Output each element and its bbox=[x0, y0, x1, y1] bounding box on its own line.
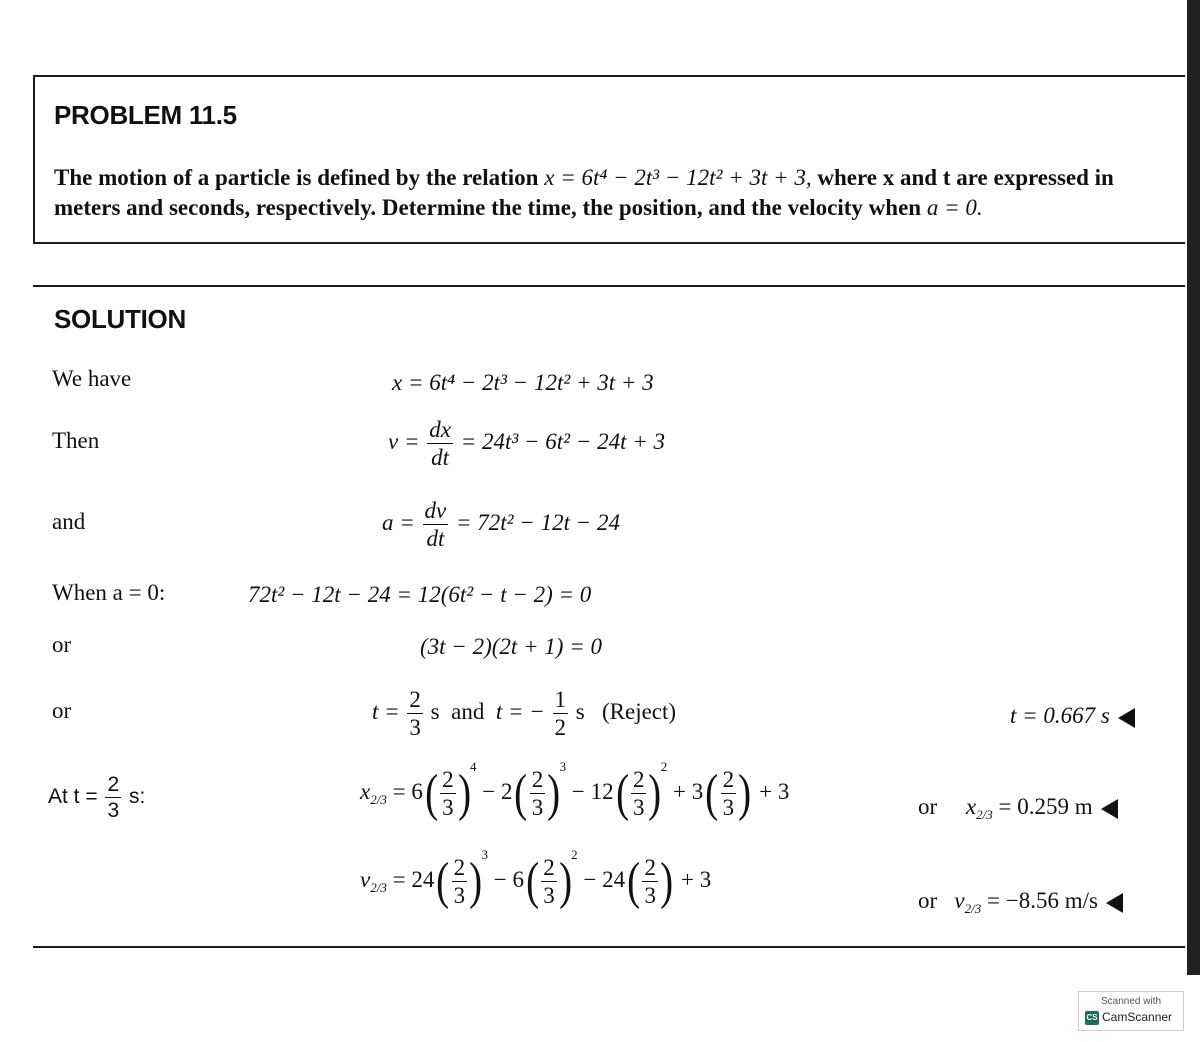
velocity-equation: v = $\frac{dx}{dt}$ = 24t³ − 6t² − 24t + 3 bbox=[388, 417, 665, 470]
velocity-answer: or $v_{2/3} = -8.56$ m/s bbox=[918, 888, 1123, 914]
solution-heading: SOLUTION bbox=[54, 304, 186, 334]
problem-equation: x = 6t⁴ − 2t³ − 12t² + 3t + 3, bbox=[544, 165, 812, 190]
right-edge-rule bbox=[1187, 0, 1200, 975]
position-at-two-thirds: $x_{2/3} = 6$ ( $\frac{2}{3}$ ) $^4$ − 2 ( $\frac{2}{3}$ ) $^3$ − 12 ( $\frac{2}{3}$ ) $^2$ + 3 ( $\frac{2}{3}$ ) + 3 bbox=[360, 759, 790, 822]
answer-arrow-icon bbox=[1118, 708, 1135, 728]
watermark-caption: Scanned with bbox=[1100, 996, 1162, 1007]
acceleration-equation: a = $\frac{dv}{dt}$ = 72t² − 12t − 24 bbox=[382, 498, 620, 551]
problem-line-2: meters and seconds, respectively. Determine the time, the position, and the velocity when a = 0. bbox=[54, 195, 983, 220]
left-rule bbox=[33, 75, 35, 243]
step-label-and: and bbox=[52, 509, 86, 534]
step-label-or-1: or bbox=[52, 632, 72, 657]
step-label-or-2: or bbox=[52, 698, 72, 723]
position-equation: x = 6t⁴ − 2t³ − 12t² + 3t + 3 bbox=[392, 370, 654, 395]
step-label-when-a-zero: When a = 0: bbox=[52, 580, 166, 605]
problem-title: PROBLEM 11.5 bbox=[54, 100, 237, 130]
watermark-brand: CamScanner bbox=[1102, 1010, 1173, 1024]
camscanner-logo-icon: CS bbox=[1085, 1011, 1099, 1025]
velocity-at-two-thirds: $v_{2/3} = 24$ ( $\frac{2}{3}$ ) $^3$ − 6 ( $\frac{2}{3}$ ) $^2$ − 24 ( $\frac{2}{3}$ ) + 3 bbox=[360, 847, 712, 910]
position-answer: or $x_{2/3} = 0.259$ m bbox=[918, 794, 1118, 820]
step-label-we-have: We have bbox=[52, 366, 132, 391]
problem-line-1: The motion of a particle is defined by the relation x = 6t⁴ − 2t³ − 12t² + 3t + 3, where x and t are expressed in bbox=[54, 165, 1114, 190]
time-answer: t = 0.667 s bbox=[1010, 703, 1135, 729]
answer-arrow-icon bbox=[1101, 799, 1118, 819]
time-solutions: t = $\frac{2}{3}$ s and t = − $\frac{1}{2}$ s (Reject) bbox=[372, 687, 677, 740]
step-label-at-t: At t = $\frac{2}{3}$ s: bbox=[48, 773, 146, 822]
problem-bottom-rule bbox=[33, 242, 1185, 244]
solution-bottom-rule bbox=[33, 946, 1185, 948]
roots-equation: (3t − 2)(2t + 1) = 0 bbox=[420, 634, 602, 659]
top-rule bbox=[33, 75, 1185, 77]
camscanner-watermark bbox=[1078, 991, 1184, 1031]
step-label-then: Then bbox=[52, 428, 100, 453]
solution-top-rule bbox=[33, 285, 1185, 287]
factored-acceleration-equation: 72t² − 12t − 24 = 12(6t² − t − 2) = 0 bbox=[248, 582, 592, 607]
answer-arrow-icon bbox=[1106, 893, 1123, 913]
